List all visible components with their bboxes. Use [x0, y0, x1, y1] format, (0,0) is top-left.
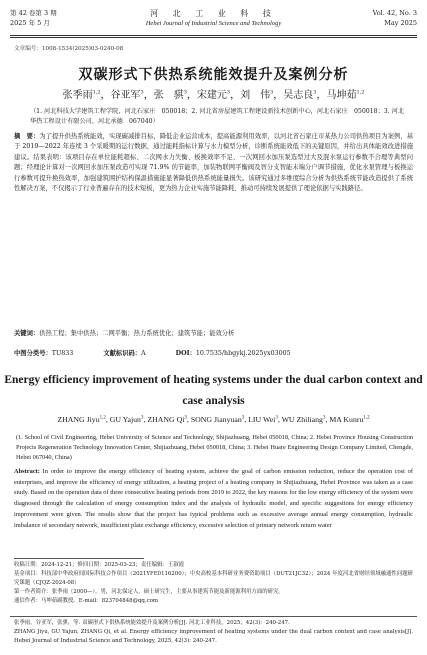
citation-en: ZHANG Jiyu, GU Yajun, ZHANG Qi, et al. Energy efficiency improvement of heating systems under the dual carbon context and case analysis[J]. Hebei Journal of Industrial Science and Technology, 2025, 42(3): 240-247. [14, 629, 413, 644]
journal-name [10, 8, 417, 29]
abstract-cn-text: 为了提升供热系统能效，实现碳减排目标，降低企业运营成本，提高能源利用效率，以河北省石家庄市某热力公司供热项目为案例，基于 2019—2022 年连续 3 个采暖期的运行数据，通过能耗指标计算与水力模型分析，诊断系统能效低下的关键原因，并给出具体能效改进措施建议。结果表明：该项目存在单位能耗超标、二次网水力失衡、板换效率不足、一次网回水加压泵选型过大及混水泵运行参数不合理等典型问题；经理论计算对一次网回水加压泵改造可实现 71.9% 的节能率，加装物联网平衡阀及智分支智能末端分户调节措施，优化水泵管理与板换运行参数可提升换热效率，加强建筑围护结构保温措施能显著降低供热系统能量损失。该研究通过多维度综合分析为供热系统节能改造提供了系统性解决方案，不仅揭示了行业普遍存在的技术短板，更为热力企业实施节能降耗、推动可持续发展提供了理论依据与实践路径。 [14, 133, 414, 193]
footnote-rule [14, 558, 144, 559]
keywords-cn-text: 供热工程；集中供热；二网平衡；热力系统优化；建筑节能；能效分析 [39, 330, 235, 337]
author-cn: 张季雨$^{1,2}$ [62, 89, 101, 101]
date-cn: 2025 年 5 月 [10, 19, 50, 27]
date-en: May 2025 [384, 19, 417, 27]
authors-cn: 张季雨$^{1,2}$，谷亚军$^3$，张 骐$^3$，宋建元$^3$，刘 伟$^3$，吴志良$^3$，马坤茹$^{1,2}$ [62, 89, 365, 101]
author-en: LIU Wei$^3$ [248, 415, 278, 424]
issue-cn: 第 42 卷第 3 期 [10, 9, 57, 17]
author-en: ZHANG Qi$^3$ [147, 415, 187, 424]
authors-en: ZHANG Jiyu$^{1,2}$, GU Yajun$^3$, ZHANG Qi$^3$, SONG Jianyuan$^3$, LIU Wei$^3$, WU Zhiliang$^3$, MA Kunru$^{1,2}$ [57, 415, 370, 424]
journal-name-cn: 河 北 工 业 科 技 [150, 9, 277, 18]
volume-en: Vol. 42, No. 3 [372, 9, 417, 17]
author-cn: 刘 伟$^3$ [240, 89, 274, 101]
author-cn: 宋建元$^3$ [196, 89, 231, 101]
footnotes [14, 561, 413, 606]
citation-cn: 张季雨，谷亚军，张骐，等. 双碳形式下供热系统能效提升及案例分析[J]. 河北工业科技，2025，42(3)：240-247. [14, 620, 290, 626]
classification-line [14, 349, 413, 359]
affiliation-cn: （1. 河北科技大学建筑工程学院，河北石家庄 050018；2. 河北省房屋建筑工程建设新技术创新中心，河北石家庄 050018；3. 河北华热工程设计有限公司，河北承德 067040） [30, 108, 405, 125]
abstract-en-label: Abstract: [14, 468, 40, 475]
clc-number: 中图分类号：TU833 [14, 350, 74, 357]
footnote-dates: 收稿日期：2024-12-21；修回日期：2025-03-23；责任编辑：王淑霞 [14, 562, 184, 568]
article-number: 文章编号：1008-1534(2025)03-0240-08 [14, 46, 124, 52]
abstract-en [14, 467, 413, 531]
abstract-cn [14, 132, 413, 194]
keywords-cn [14, 329, 413, 339]
author-cn: 张 骐$^3$ [153, 89, 187, 101]
header-rule-thin [10, 37, 417, 38]
running-header [10, 8, 417, 34]
author-cn: 吴志良$^3$ [283, 89, 317, 101]
affiliation-en: (1. School of Civil Engineering, Hebei University of Science and Technology, Shijiazhuang, Hebei 050018, China; 2. Hebei Province Housing Construction Projects Regeneration Technology Innovation Center, Shijiazhuang, Hebei 050018, China; 3. Hebei Huare Engineering Design Company Limited, Chengde, Hebei 067040, China) [16, 434, 413, 461]
author-en: MA Kunru$^{1,2}$ [329, 415, 370, 424]
header-rule-thick [10, 35, 417, 36]
keywords-cn-label: 关键词： [14, 330, 40, 337]
citation [14, 619, 413, 646]
doi: DOI：10.7535/hbgykj.2025yx03005 [175, 350, 291, 357]
footnote-funding: 基金项目：科技部中华政府间国际科技合作项目（2021YFE0116200）；中央高校基本科研业务费资助项目（DUT21JC32）；2024 年度河北省财经领域融通性问题研究课题（CJQZ-2024-08） [14, 571, 413, 586]
author-cn: 马坤茹$^{1,2}$ [326, 89, 365, 101]
author-en: GU Yajun$^3$ [109, 415, 144, 424]
abstract-cn-label: 摘 要： [14, 133, 40, 140]
issue-info-en [373, 8, 417, 28]
author-en: SONG Jianyuan$^3$ [190, 415, 245, 424]
author-en: WU Zhiliang$^3$ [281, 415, 326, 424]
author-en: ZHANG Jiyu$^{1,2}$ [57, 415, 106, 424]
title-cn: 双碳形式下供热系统能效提升及案例分析 [78, 67, 349, 83]
title-en: Energy efficiency improvement of heating systems under the dual carbon context and case analysis [4, 374, 423, 407]
document-code: 文献标识码：A [103, 350, 146, 357]
journal-name-en: Hebei Journal of Industrial Science and Technology [145, 20, 282, 27]
abstract-en-text: In order to improve the energy efficiency of heating system, achieve the goal of carbon emission reduction, reduce the operation cost of enterprises, and improve the efficiency of energy utilization, a heating project of a heating company in Shijiazhuang, Hebei Province was taken as a case study. Based on the operation data of three consecutive heating periods from 2019 to 2022, the key reasons for the low energy efficiency of the system were diagnosed through the calculation of energy consumption index and the analysis of hydraulic model, and specific suggestions for energy efficiency improvement were given. The results show that the project has typical problems such as excessive average annual energy consumption, hydraulic imbalance of secondary network, insufficient plate exchange efficiency, excessive selection of primary network return water [14, 468, 413, 529]
citation-rule [10, 616, 417, 617]
footnote-first-author: 第一作者简介：张季雨（2000—），男，河北保定人，硕士研究生，主要从事建筑节能及新能源利用方面的研究。 [14, 589, 284, 595]
author-cn: 谷亚军$^3$ [110, 89, 144, 101]
footnote-corresponding-author: 通信作者：马坤茹副教授。E-mail：823704848@qq.com [14, 598, 158, 604]
